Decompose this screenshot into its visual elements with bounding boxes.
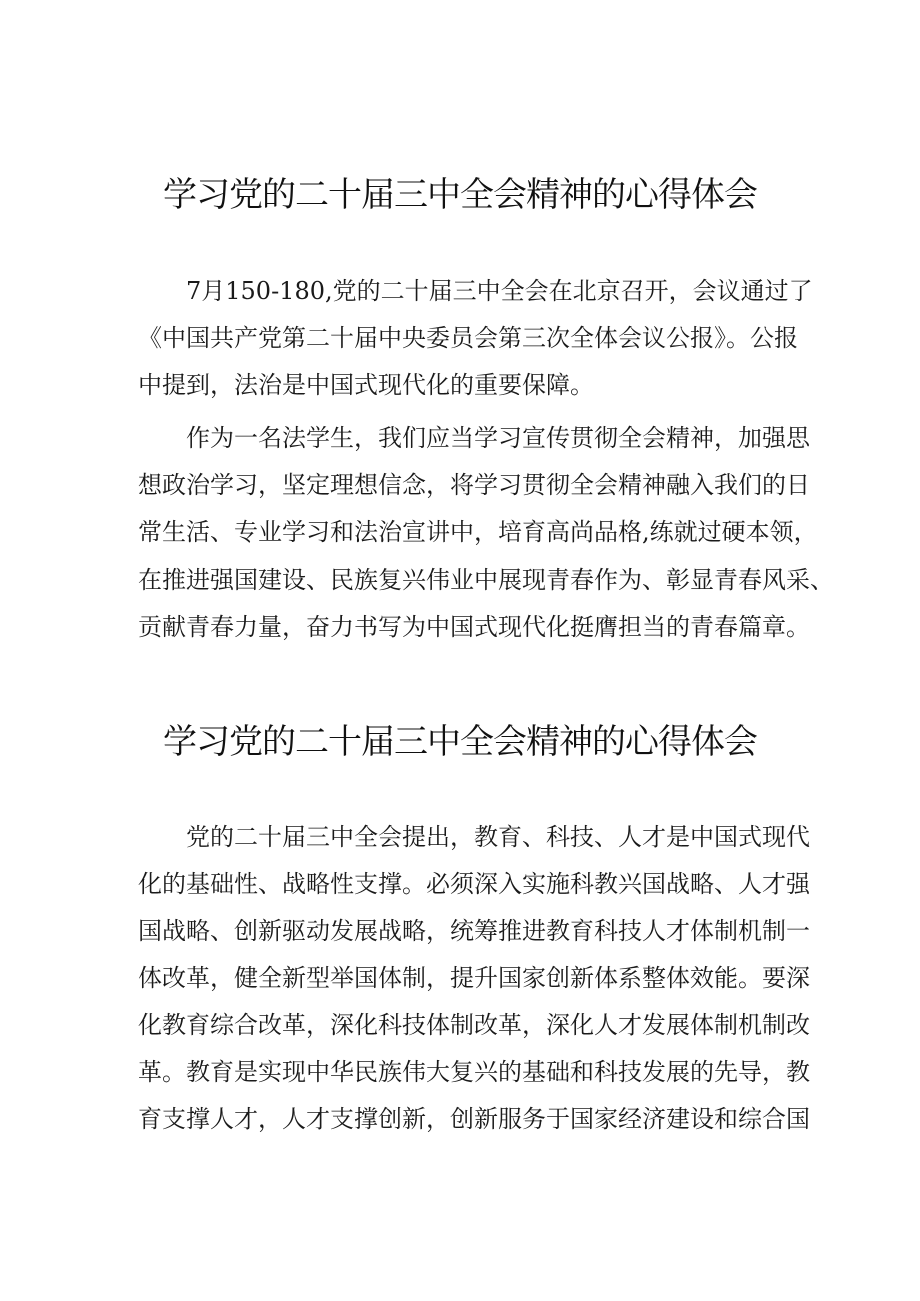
paragraph-line: 想政治学习，坚定理想信念，将学习贯彻全会精神融入我们的日 [138, 471, 810, 499]
paragraph-line: 常生活、专业学习和法治宣讲中，培育高尚品格,练就过硬本领， [138, 518, 818, 546]
article-title: 学习党的二十届三中全会精神的心得体会 [163, 175, 757, 215]
paragraph-line: 革。教育是实现中华民族伟大复兴的基础和科技发展的先导，教 [138, 1058, 810, 1086]
paragraph-line: 在推进强国建设、民族复兴伟业中展现青春作为、彰显青春风采、 [138, 566, 834, 594]
article-title: 学习党的二十届三中全会精神的心得体会 [163, 722, 757, 762]
paragraph-line: 化教育综合改革，深化科技体制改革，深化人才发展体制机制改 [138, 1011, 810, 1039]
paragraph-line: 作为一名法学生，我们应当学习宣传贯彻全会精神，加强思 [186, 424, 810, 452]
paragraph-line: 化的基础性、战略性支撑。必须深入实施科教兴国战略、人才强 [138, 870, 810, 898]
paragraph-line: 中提到，法治是中国式现代化的重要保障。 [138, 371, 594, 399]
paragraph-line: 育支撑人才，人才支撑创新，创新服务于国家经济建设和综合国 [138, 1105, 810, 1133]
paragraph-line: 贡献青春力量，奋力书写为中国式现代化挺膺担当的青春篇章。 [138, 613, 810, 641]
paragraph-line: 党的二十届三中全会提出，教育、科技、人才是中国式现代 [186, 823, 810, 851]
paragraph-line: 《中国共产党第二十届中央委员会第三次全体会议公报》。公报 [138, 324, 798, 352]
paragraph-line: 7月150-180,党的二十届三中全会在北京召开，会议通过了 [186, 277, 813, 305]
paragraph-line: 国战略、创新驱动发展战略，统筹推进教育科技人才体制机制一 [138, 917, 810, 945]
paragraph-line: 体改革，健全新型举国体制，提升国家创新体系整体效能。要深 [138, 964, 810, 992]
